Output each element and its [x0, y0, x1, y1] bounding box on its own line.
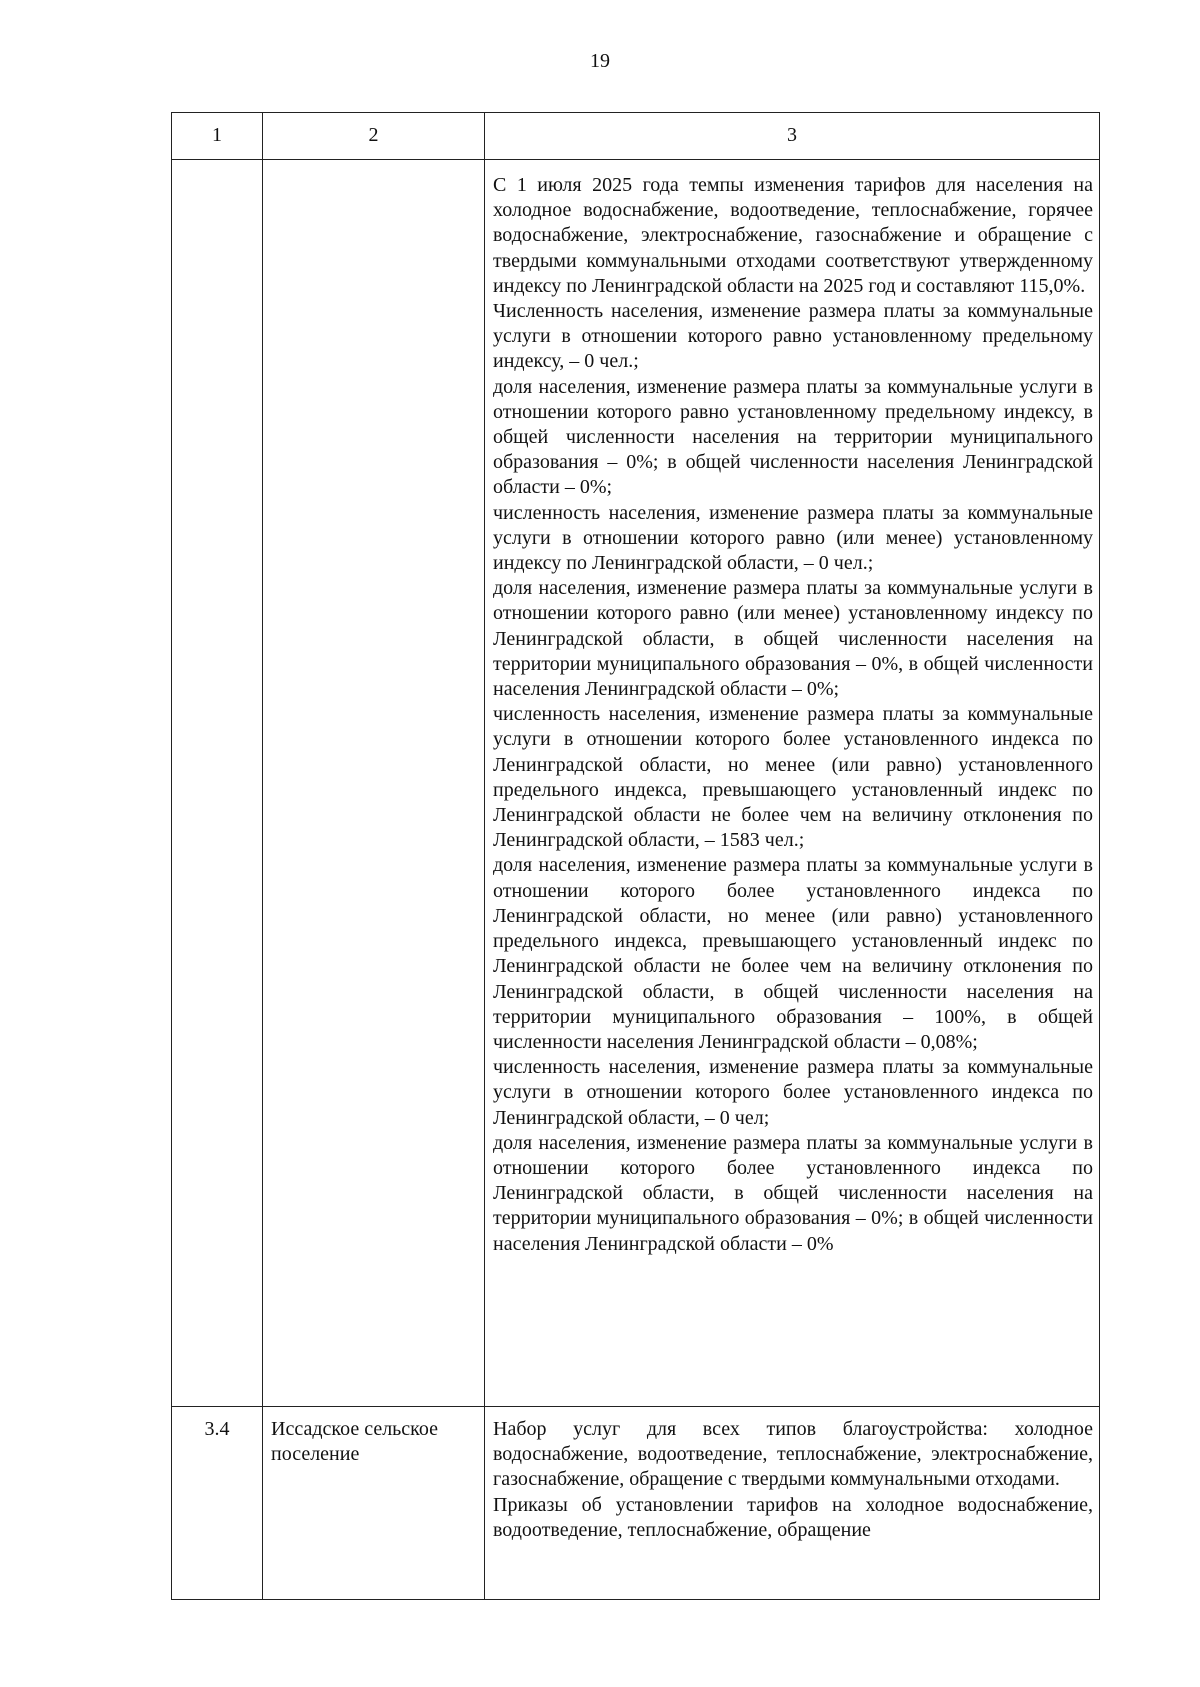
paragraph: доля населения, изменение размера платы за коммунальные услуги в отношении которого более установленного индекса по Ленинградской области, в общей численности населения на территории муниципального образования – 0%; в общей численности населения Ленинградской области – 0% — [493, 1131, 1093, 1255]
header-cell-2: 2 — [263, 113, 485, 160]
tariff-table — [171, 112, 1100, 1600]
row-number-cell: 3.4 — [172, 1407, 263, 1600]
paragraph: доля населения, изменение размера платы за коммунальные услуги в отношении которого равно установленному предельному индексу, в общей численности населения на территории муниципального образования – 0%; в общей численности населения Ленинградской области – 0%; — [493, 375, 1093, 499]
paragraph: Набор услуг для всех типов благоустройства: холодное водоснабжение, водоотведение, теплоснабжение, электроснабжение, газоснабжение, обращение с твердыми коммунальными отходами. — [493, 1418, 1093, 1491]
settlement-name-cell: Иссадское сельское поселение — [263, 1407, 485, 1600]
header-cell-3: 3 — [485, 113, 1100, 160]
table-header-row — [172, 113, 1100, 160]
page-number: 19 — [590, 50, 610, 72]
table-row — [172, 160, 1100, 1407]
paragraph: С 1 июля 2025 года темпы изменения тарифов для населения на холодное водоснабжение, водоотведение, теплоснабжение, горячее водоснабжение, электроснабжение, газоснабжение и обращение с твердыми коммунальными отходами соответствуют утвержденному индексу по Ленинградской области на 2025 год и составляют 115,0%. — [493, 174, 1093, 297]
header-cell-1: 1 — [172, 113, 263, 160]
paragraph: численность населения, изменение размера платы за коммунальные услуги в отношении которого более установленного индекса по Ленинградской области, но менее (или равно) установленного предельного индекса, превышающего установленный индекс по Ленинградской области не более чем на величину отклонения по Ленинградской области, – 1583 чел.; — [493, 703, 1093, 852]
paragraph: Приказы об установлении тарифов на холодное водоснабжение, водоотведение, теплоснабжение, обращение — [493, 1493, 1093, 1541]
row-number-cell — [172, 160, 263, 1407]
paragraph: численность населения, изменение размера платы за коммунальные услуги в отношении которого равно (или менее) установленному индексу по Ленинградской области, – 0 чел.; — [493, 501, 1093, 575]
table-row — [172, 1407, 1100, 1600]
settlement-name-cell — [263, 160, 485, 1407]
paragraph: численность населения, изменение размера платы за коммунальные услуги в отношении которого более установленного индекса по Ленинградской области, – 0 чел; — [493, 1056, 1093, 1129]
description-cell — [485, 1407, 1100, 1600]
paragraph: Численность населения, изменение размера платы за коммунальные услуги в отношении которого равно установленному предельному индексу, – 0 чел.; — [493, 300, 1093, 373]
paragraph: доля населения, изменение размера платы за коммунальные услуги в отношении которого равно (или менее) установленному индексу по Ленинградской области, в общей численности населения на территории муниципального образования – 0%, в общей численности населения Ленинградской области – 0%; — [493, 577, 1093, 701]
paragraph: доля населения, изменение размера платы за коммунальные услуги в отношении которого более установленного индекса по Ленинградской области, но менее (или равно) установленного предельного индекса, превышающего установленный индекс по Ленинградской области не более чем на величину отклонения по Ленинградской области, в общей численности населения на территории муниципального образования – 100%, в общей численности населения Ленинградской области – 0,08%; — [493, 854, 1093, 1053]
description-cell — [485, 160, 1100, 1407]
